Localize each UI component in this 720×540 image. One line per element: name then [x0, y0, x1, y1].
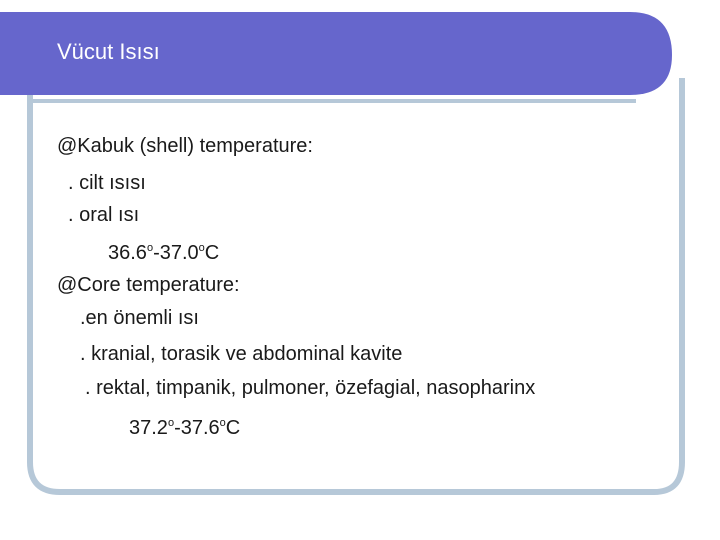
bullet-core-temperature: @Core temperature: — [57, 274, 240, 296]
slide-title: Vücut Isısı — [57, 39, 160, 64]
sub-item-oral-temperature: . oral ısı — [68, 204, 140, 226]
core-temperature-range: 37.2$^o$-37.6$^o$C — [129, 417, 241, 439]
bullet-shell-temperature: @Kabuk (shell) temperature: — [57, 135, 313, 157]
sub-item-cavities: . kranial, torasik ve abdominal kavite — [80, 343, 403, 365]
sub-item-measurement-sites: . rektal, timpanik, pulmoner, özefagial, nasopharinx — [85, 377, 536, 399]
sub-item-most-important: .en önemli ısı — [80, 307, 199, 329]
shell-temperature-range: 36.6$^o$-37.0$^o$C — [108, 242, 220, 264]
sub-item-skin-temperature: . cilt ısısı — [68, 172, 146, 194]
